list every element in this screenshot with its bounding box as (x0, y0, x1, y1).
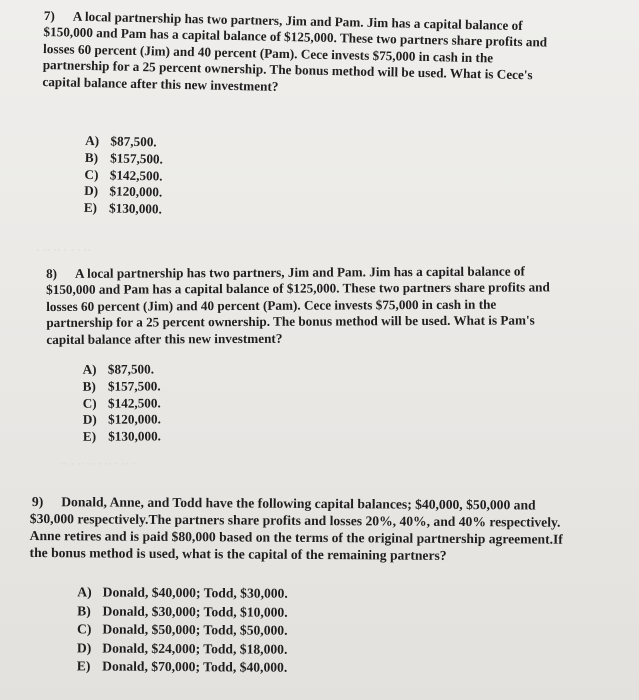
choice-letter: E) (82, 428, 97, 444)
choice-value: Donald, $40,000; Todd, $30,000. (102, 584, 288, 601)
answer-choice[interactable] (77, 658, 288, 678)
choice-value: Donald, $30,000; Todd, $10,000. (102, 603, 288, 620)
choice-letter: C) (84, 166, 99, 182)
answer-choice[interactable] (83, 412, 161, 429)
choice-value: Donald, $70,000; Todd, $40,000. (102, 658, 288, 676)
choice-letter: C) (82, 395, 97, 411)
answer-choices (84, 133, 164, 219)
choice-value: $157,500. (107, 378, 161, 394)
answer-choice[interactable] (84, 200, 162, 218)
choice-value: $120,000. (108, 411, 161, 428)
answer-choices (83, 361, 161, 445)
question-text (30, 493, 570, 565)
choice-value: $120,000. (109, 183, 163, 200)
answer-choice[interactable] (77, 583, 288, 603)
answer-choice[interactable] (77, 639, 288, 659)
choice-value: Donald, $50,000; Todd, $50,000. (102, 621, 288, 638)
bleed-through-mark: · ·· ·· · · · ·· (36, 244, 91, 256)
question-number: 8) (46, 265, 58, 281)
choice-letter: B) (77, 602, 91, 619)
choice-value: $87,500. (110, 133, 157, 150)
bleed-through-mark: ·· · ·· ·· · ·· · ·· · (60, 458, 136, 470)
question-text (46, 263, 566, 348)
question-7 (42, 8, 564, 217)
choice-value: $142,500. (107, 394, 161, 411)
choice-letter: A) (77, 584, 92, 600)
answer-choice[interactable] (85, 133, 163, 151)
choice-letter: A) (82, 361, 97, 377)
question-8 (46, 263, 566, 444)
answer-choice[interactable] (83, 378, 161, 395)
choice-letter: E) (76, 658, 91, 674)
answer-choice[interactable] (83, 429, 161, 446)
question-text (42, 8, 564, 101)
question-9 (29, 493, 570, 676)
answer-choice[interactable] (83, 361, 161, 378)
answer-choice[interactable] (84, 183, 162, 201)
choice-value: $130,000. (108, 428, 161, 444)
choice-letter: A) (85, 132, 100, 149)
answer-choice[interactable] (84, 166, 162, 184)
choice-letter: B) (84, 149, 99, 165)
choice-value: $157,500. (110, 150, 164, 167)
choice-letter: D) (84, 183, 99, 199)
choice-letter: B) (82, 378, 96, 394)
choice-value: $142,500. (109, 167, 163, 184)
choice-value: $130,000. (108, 200, 163, 217)
question-body: Donald, Anne, and Todd have the following capital balances; $40,000, $50,000 and $30,000 respectively.The partners share profits and losses 20%, 40%, and 40% respectively. Anne retires and is paid $80,000 based on the terms of the original partnership agreement.If the bonus method is used, what is the capital of the remaining partners? (29, 494, 563, 563)
answer-choice[interactable] (77, 621, 288, 641)
answer-choice[interactable] (85, 150, 163, 168)
question-body: A local partnership has two partners, Jim and Pam. Jim has a capital balance of $150,000 and Pam has a capital balance of $125,000. These two partners share profits and losses 60 percent (Jim) and 40 percent (Pam). Cece invests $75,000 in cash in the partnership for a 25 percent ownership. The bonus method will be used. What is Cece's capital balance after this new investment? (42, 8, 548, 94)
choice-letter: E) (83, 200, 98, 216)
choice-letter: D) (82, 412, 97, 428)
choice-letter: D) (76, 640, 92, 656)
choice-value: $87,500. (107, 361, 155, 377)
question-number: 7) (43, 8, 55, 24)
answer-choice[interactable] (83, 395, 161, 412)
answer-choice[interactable] (77, 602, 288, 622)
answer-choices (77, 583, 288, 677)
choice-value: Donald, $24,000; Todd, $18,000. (102, 640, 288, 657)
question-number: 9) (31, 494, 44, 510)
choice-letter: C) (76, 621, 92, 637)
question-body: A local partnership has two partners, Jim and Pam. Jim has a capital balance of $150,000 and Pam has a capital balance of $125,000. These two partners share profits and losses 60 percent (Jim) and 40 percent (Pam). Cece invests $75,000 in cash in the partnership for a 25 percent ownership. The bonus method will be used. What is Pam's capital balance after this new investment? (46, 263, 550, 347)
